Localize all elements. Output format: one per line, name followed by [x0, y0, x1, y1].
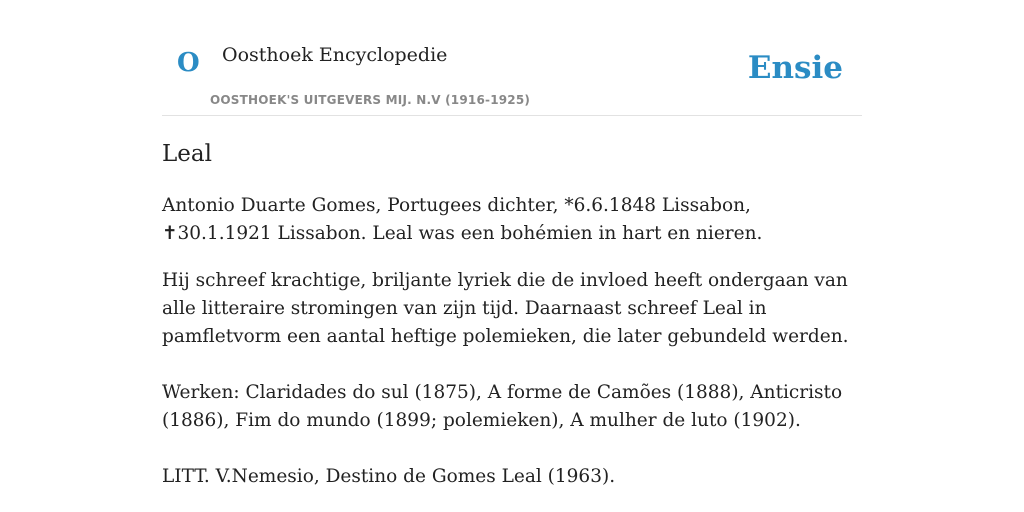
- works-paragraph: Werken: Claridades do sul (1875), A forme de Camões (1888), Anticristo (1886), Fim do mundo (1899; polemieken), A mulher de luto (1902).: [162, 382, 843, 431]
- brand-logo[interactable]: Ensie: [747, 50, 843, 86]
- article-body: [162, 192, 862, 491]
- article-title: Leal: [162, 141, 212, 167]
- site-logo[interactable]: O: [177, 48, 200, 78]
- publisher-label: OOSTHOEK'S UITGEVERS MIJ. N.V (1916-1925): [210, 93, 531, 107]
- literature-paragraph: LITT. V.Nemesio, Destino de Gomes Leal (1963).: [162, 466, 616, 487]
- site-header: [162, 0, 862, 116]
- article-paragraph: Antonio Duarte Gomes, Portugees dichter, *6.6.1848 Lissabon, ✝30.1.1921 Lissabon. Leal was een bohémien in hart en nieren.: [162, 195, 763, 244]
- article-paragraph: Hij schreef krachtige, briljante lyriek die de invloed heeft ondergaan van alle litteraire stromingen van zijn tijd. Daarnaast schreef Leal in pamfletvorm een aantal heftige polemieken, die later gebundeld werden.: [162, 270, 849, 347]
- page-container: [162, 0, 862, 487]
- site-title[interactable]: Oosthoek Encyclopedie: [222, 44, 448, 66]
